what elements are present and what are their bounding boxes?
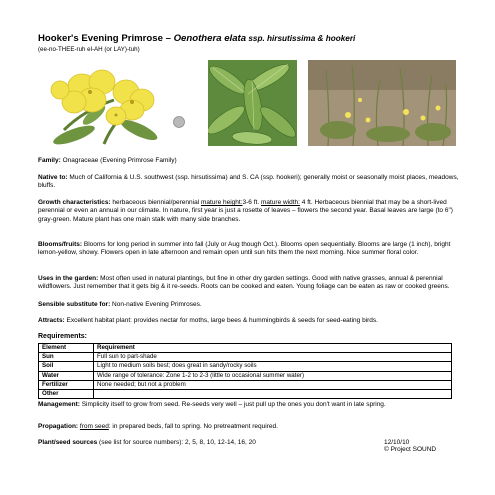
growth-label: Growth characteristics:	[38, 199, 111, 206]
propagation-line	[38, 423, 462, 431]
copyright-label: © Project SOUND	[384, 446, 437, 454]
propagation-method: from seed	[79, 423, 109, 430]
management-label: Management:	[38, 401, 80, 408]
management-paragraph	[38, 401, 462, 409]
flower-illustration	[44, 60, 197, 146]
growth-text: Herbaceous biennial that may be a short-lived perennial or even an annual in our climate. In nature, first year is just a rosette of leaves – flowers the second year. Basal leaves are large (to 6") gray-green. Mature plant has one main stalk with many side branches.	[38, 199, 453, 223]
width-value: 4 ft.	[299, 199, 313, 206]
attracts-label: Attracts:	[38, 317, 65, 324]
uses-text: Most often used in natural plantings, but fine in other dry garden settings. Good with native grasses, annual & perennial wildflowers. Just remember that it gets big & it re-seeds. Roots can be cooked and eaten. Young foliage can be eaten as raw or cooked greens.	[38, 275, 450, 291]
element-cell: Sun	[39, 353, 94, 362]
uses-label: Uses in the garden:	[38, 275, 99, 282]
table-row	[39, 371, 452, 380]
substitute-line	[38, 301, 462, 309]
table-row	[39, 362, 452, 371]
substitute-text: Non-native Evening Primroses.	[110, 301, 202, 308]
photo-garden-plants	[308, 60, 456, 146]
native-to-text: Much of California & U.S. southwest (ssp. hirsutissima) and S. CA (ssp. hookeri); generally moist or seasonally moist places, meadows, bluffs.	[38, 174, 459, 190]
native-to-label: Native to:	[38, 174, 68, 181]
requirement-cell: Wide range of tolerance: Zone 1-2 to 2-3 (little to occasional summer water)	[94, 371, 452, 380]
height-label: mature height:	[200, 199, 243, 206]
date-label: 12/10/10	[384, 439, 410, 446]
element-cell: Soil	[39, 362, 94, 371]
requirement-cell: None needed; but not a problem	[94, 380, 452, 389]
family-label: Family:	[38, 157, 61, 164]
table-row	[39, 390, 452, 399]
column-header: Element	[39, 344, 94, 353]
substitute-label: Sensible substitute for:	[38, 301, 111, 308]
width-label: mature width:	[260, 199, 300, 206]
propagation-label: Propagation:	[38, 423, 79, 430]
element-cell: Other	[39, 390, 94, 399]
blooms-text: Blooms for long period in summer into fall (July or Aug though Oct.). Blooms open sequentially. Blooms are large (1 inch), bright lemon-yellow, showy. Flowers open in late afternoon and remain open until sun hits them the next morning. Nice summer floral color.	[38, 241, 451, 257]
requirement-cell	[94, 390, 452, 399]
uses-paragraph	[38, 275, 462, 292]
footer	[384, 439, 436, 454]
attracts-text: Excellent habitat plant: provides nectar for moths, large bees & hummingbirds & seeds for seed-eating birds.	[64, 317, 378, 324]
sources-label: Plant/seed sources	[38, 439, 98, 446]
garden-illustration	[308, 60, 456, 146]
scientific-name: Oenothera elata	[173, 33, 247, 44]
requirements-heading: Requirements:	[38, 333, 88, 340]
blooms-label: Blooms/fruits:	[38, 241, 83, 248]
leaves-illustration	[208, 60, 297, 146]
family-line	[38, 157, 462, 165]
element-cell: Fertilizer	[39, 380, 94, 389]
propagation-text: : in prepared beds, fall to spring. No pretreatment required.	[108, 423, 278, 430]
table-row	[39, 353, 452, 362]
photo-yellow-flowers	[44, 60, 197, 146]
height-value: 3-6 ft.	[242, 199, 261, 206]
requirement-cell: Full sun to part-shade	[94, 353, 452, 362]
common-name: Hooker's Evening Primrose –	[38, 33, 174, 44]
page-title	[38, 33, 355, 44]
requirement-cell: Light to medium soils best; does great in sandy/rocky soils	[94, 362, 452, 371]
column-header: Requirement	[94, 344, 452, 353]
element-cell: Water	[39, 371, 94, 380]
sources-text: (see list for source numbers): 2, 5, 8, 10, 12-14, 16, 20	[97, 439, 256, 446]
sources-line	[38, 439, 378, 447]
native-to-paragraph	[38, 174, 462, 191]
requirements-table	[38, 343, 452, 399]
table-row	[39, 380, 452, 389]
management-text: Simplicity itself to grow from seed. Re-seeds very well – just pull up the ones you don't want in late spring.	[79, 401, 386, 408]
photo-basal-leaves	[208, 60, 297, 146]
pronunciation: (ee-no-THEE-ruh el-AH (or LAY)-tuh)	[38, 46, 140, 53]
blooms-paragraph	[38, 241, 462, 258]
table-header-row	[39, 344, 452, 353]
attracts-paragraph	[38, 317, 462, 325]
coin-icon	[174, 117, 185, 128]
growth-type: herbaceous biennial/perennial	[110, 199, 201, 206]
family-text: Onagraceae (Evening Primrose Family)	[60, 157, 177, 164]
subspecies-names: ssp. hirsutissima & hookeri	[246, 34, 356, 43]
growth-paragraph	[38, 199, 462, 224]
